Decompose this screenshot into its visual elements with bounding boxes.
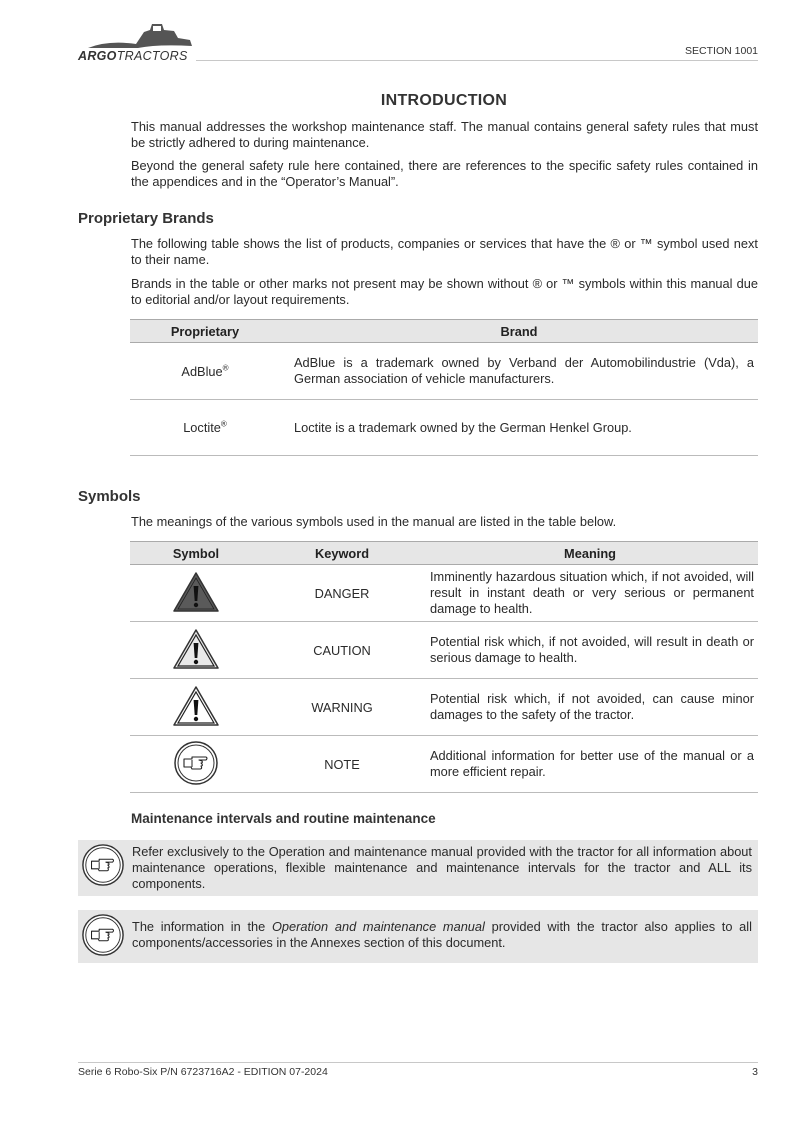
meaning-cell: Potential risk which, if not avoided, will result in death or serious damage to health. [422,622,758,679]
column-header-symbol: Symbol [130,542,262,565]
note-hand-icon [81,843,125,887]
warning-icon [171,684,221,728]
brand-cell: Loctite is a trademark owned by the German Henkel Group. [280,400,758,456]
column-header-proprietary: Proprietary [130,320,280,343]
note-box-1 [78,840,758,896]
footer-rule [78,1062,758,1063]
note-hand-icon [173,740,219,786]
symbol-cell [130,736,262,793]
footer-document-id: Serie 6 Robo-Six P/N 6723716A2 - EDITION 07-2024 [78,1066,328,1078]
proprietary-cell: AdBlue® [130,343,280,400]
note-box-2 [78,910,758,963]
note-text-2: The information in the Operation and maintenance manual provided with the tractor also applies to all components/accessories in the Annexes section of this document. [132,919,752,950]
brands-paragraph-1: The following table shows the list of products, companies or services that have the ® or ™ symbol used next to their name. [131,236,758,267]
note-hand-icon [81,913,125,957]
proprietary-cell: Loctite® [130,400,280,456]
symbol-cell [130,622,262,679]
brand-cell: AdBlue is a trademark owned by Verband der Automobilindustrie (Vda), a German association of vehicle manufacturers. [280,343,758,400]
column-header-brand: Brand [280,320,758,343]
table-row [130,622,758,679]
meaning-cell: Imminently hazardous situation which, if not avoided, will result in instant death or very serious or permanent damage to health. [422,565,758,622]
table-row [130,400,758,456]
brands-table [130,319,758,456]
tractor-logo-icon [78,22,194,52]
argo-tractors-logo [78,22,194,64]
table-row [130,679,758,736]
symbol-cell [130,565,262,622]
logo-wordmark: ARGOTRACTORS [78,49,188,63]
keyword-cell: WARNING [262,679,422,736]
brands-paragraph-2: Brands in the table or other marks not present may be shown without ® or ™ symbols within this manual due to editorial and/or layout requirements. [131,276,758,307]
page-title: INTRODUCTION [380,92,508,109]
column-header-meaning: Meaning [422,542,758,565]
page-number: 3 [752,1066,758,1078]
intro-paragraph-2: Beyond the general safety rule here contained, there are references to the specific safety rules contained in the appendices and in the “Operator’s Manual”. [131,158,758,189]
note-text-1: Refer exclusively to the Operation and maintenance manual provided with the tractor for all information about maintenance operations, flexible maintenance and maintenance intervals for the tractor and ALL its components. [132,844,752,891]
symbol-cell [130,679,262,736]
table-row [130,736,758,793]
symbols-intro: The meanings of the various symbols used in the manual are listed in the table below. [131,514,617,529]
keyword-cell: CAUTION [262,622,422,679]
symbols-table-header [130,542,758,565]
symbols-table [130,541,758,793]
symbols-heading: Symbols [78,488,141,505]
meaning-cell: Potential risk which, if not avoided, can cause minor damages to the safety of the tractor. [422,679,758,736]
section-number: SECTION 1001 [685,45,758,57]
keyword-cell: DANGER [262,565,422,622]
table-row [130,343,758,400]
column-header-keyword: Keyword [262,542,422,565]
table-row [130,565,758,622]
header-rule [196,60,758,61]
meaning-cell: Additional information for better use of the manual or a more efficient repair. [422,736,758,793]
danger-icon [171,570,221,614]
keyword-cell: NOTE [262,736,422,793]
caution-icon [171,627,221,671]
maintenance-heading: Maintenance intervals and routine maintenance [131,811,436,826]
brands-heading: Proprietary Brands [78,210,214,227]
intro-paragraph-1: This manual addresses the workshop maintenance staff. The manual contains general safety rules that must be strictly adhered to during maintenance. [131,119,758,150]
brands-table-header [130,320,758,343]
